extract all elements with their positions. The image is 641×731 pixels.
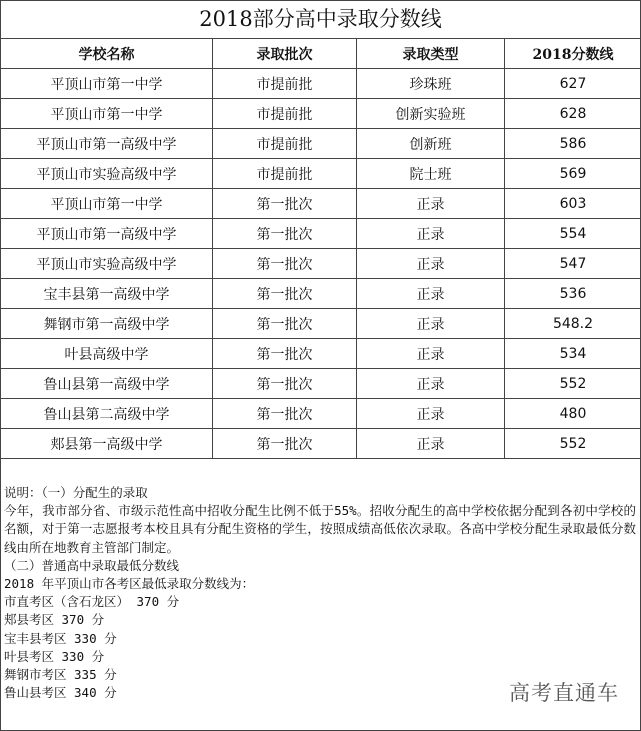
header-school-name: 学校名称 xyxy=(1,39,213,69)
notes-section xyxy=(4,484,636,702)
district-score-line: 舞钢市考区 335 分 xyxy=(4,667,117,683)
district-score-line: 郏县考区 370 分 xyxy=(4,612,105,628)
table-header-row xyxy=(1,39,641,69)
cell-batch: 第一批次 xyxy=(213,309,357,339)
cell-school: 平顶山市第一高级中学 xyxy=(1,129,213,159)
cell-batch: 第一批次 xyxy=(213,339,357,369)
table-row xyxy=(1,249,641,279)
header-score-2018: 2018分数线 xyxy=(505,39,641,69)
cell-score: 628 xyxy=(505,99,641,129)
cell-score: 536 xyxy=(505,279,641,309)
cell-type: 创新班 xyxy=(357,129,505,159)
cell-batch: 第一批次 xyxy=(213,189,357,219)
cell-type: 正录 xyxy=(357,309,505,339)
cell-score: 554 xyxy=(505,219,641,249)
header-admission-batch: 录取批次 xyxy=(213,39,357,69)
cell-school: 平顶山市第一中学 xyxy=(1,99,213,129)
cell-school: 平顶山市第一中学 xyxy=(1,189,213,219)
cell-score: 569 xyxy=(505,159,641,189)
cell-school: 舞钢市第一高级中学 xyxy=(1,309,213,339)
notes-intro: 2018 年平顶山市各考区最低录取分数线为： xyxy=(4,576,255,592)
table-row xyxy=(1,189,641,219)
table-row xyxy=(1,219,641,249)
table-row xyxy=(1,309,641,339)
cell-type: 正录 xyxy=(357,339,505,369)
cell-batch: 第一批次 xyxy=(213,369,357,399)
header-admission-type: 录取类型 xyxy=(357,39,505,69)
table-row xyxy=(1,339,641,369)
cell-batch: 第一批次 xyxy=(213,249,357,279)
district-score-line: 宝丰县考区 330 分 xyxy=(4,630,117,646)
cell-batch: 市提前批 xyxy=(213,129,357,159)
watermark-logo-text: 高考直通车 xyxy=(509,681,619,705)
cell-type: 正录 xyxy=(357,429,505,459)
cell-type: 正录 xyxy=(357,219,505,249)
district-score-line: 叶县考区 330 分 xyxy=(4,648,105,664)
cell-batch: 第一批次 xyxy=(213,279,357,309)
notes-section-2: （二）普通高中录取最低分数线 xyxy=(4,557,180,573)
table-row xyxy=(1,429,641,459)
cell-score: 480 xyxy=(505,399,641,429)
cell-type: 正录 xyxy=(357,369,505,399)
cell-type: 正录 xyxy=(357,279,505,309)
cell-type: 院士班 xyxy=(357,159,505,189)
cell-school: 平顶山市第一中学 xyxy=(1,69,213,99)
cell-batch: 第一批次 xyxy=(213,429,357,459)
cell-score: 547 xyxy=(505,249,641,279)
table-row xyxy=(1,129,641,159)
cell-type: 正录 xyxy=(357,189,505,219)
district-score-line: 市直考区（含石龙区） 370 分 xyxy=(4,594,180,610)
cell-school: 鲁山县第二高级中学 xyxy=(1,399,213,429)
cell-school: 宝丰县第一高级中学 xyxy=(1,279,213,309)
cell-batch: 第一批次 xyxy=(213,219,357,249)
cell-school: 叶县高级中学 xyxy=(1,339,213,369)
page-title: 2018部分高中录取分数线 xyxy=(0,0,641,39)
cell-batch: 市提前批 xyxy=(213,69,357,99)
cell-score: 603 xyxy=(505,189,641,219)
cell-type: 正录 xyxy=(357,399,505,429)
table-row xyxy=(1,369,641,399)
cell-type: 正录 xyxy=(357,249,505,279)
cell-school: 平顶山市实验高级中学 xyxy=(1,249,213,279)
cell-score: 586 xyxy=(505,129,641,159)
cell-batch: 第一批次 xyxy=(213,399,357,429)
table-row xyxy=(1,399,641,429)
cell-score: 548.2 xyxy=(505,309,641,339)
cell-type: 珍珠班 xyxy=(357,69,505,99)
notes-heading: 说明：（一）分配生的录取 xyxy=(4,485,148,500)
table-row xyxy=(1,159,641,189)
cell-score: 627 xyxy=(505,69,641,99)
cell-batch: 市提前批 xyxy=(213,159,357,189)
cell-score: 552 xyxy=(505,429,641,459)
cell-type: 创新实验班 xyxy=(357,99,505,129)
cell-school: 鲁山县第一高级中学 xyxy=(1,369,213,399)
cell-score: 534 xyxy=(505,339,641,369)
district-score-line: 鲁山县考区 340 分 xyxy=(4,685,117,701)
cell-school: 平顶山市第一高级中学 xyxy=(1,219,213,249)
notes-paragraph: 今年，我市部分省、市级示范性高中招收分配生比例不低于55%。招收分配生的高中学校依据分配到各初中学校的名额，对于第一志愿报考本校且具有分配生资格的学生，按照成绩高低依次录取。各高中学校分配生录取最低分数线由所在地教育主管部门制定。 xyxy=(4,503,636,555)
cell-score: 552 xyxy=(505,369,641,399)
cell-school: 平顶山市实验高级中学 xyxy=(1,159,213,189)
cell-school: 郏县第一高级中学 xyxy=(1,429,213,459)
admission-score-table xyxy=(0,38,641,459)
table-row xyxy=(1,279,641,309)
cell-batch: 市提前批 xyxy=(213,99,357,129)
table-row xyxy=(1,69,641,99)
table-row xyxy=(1,99,641,129)
